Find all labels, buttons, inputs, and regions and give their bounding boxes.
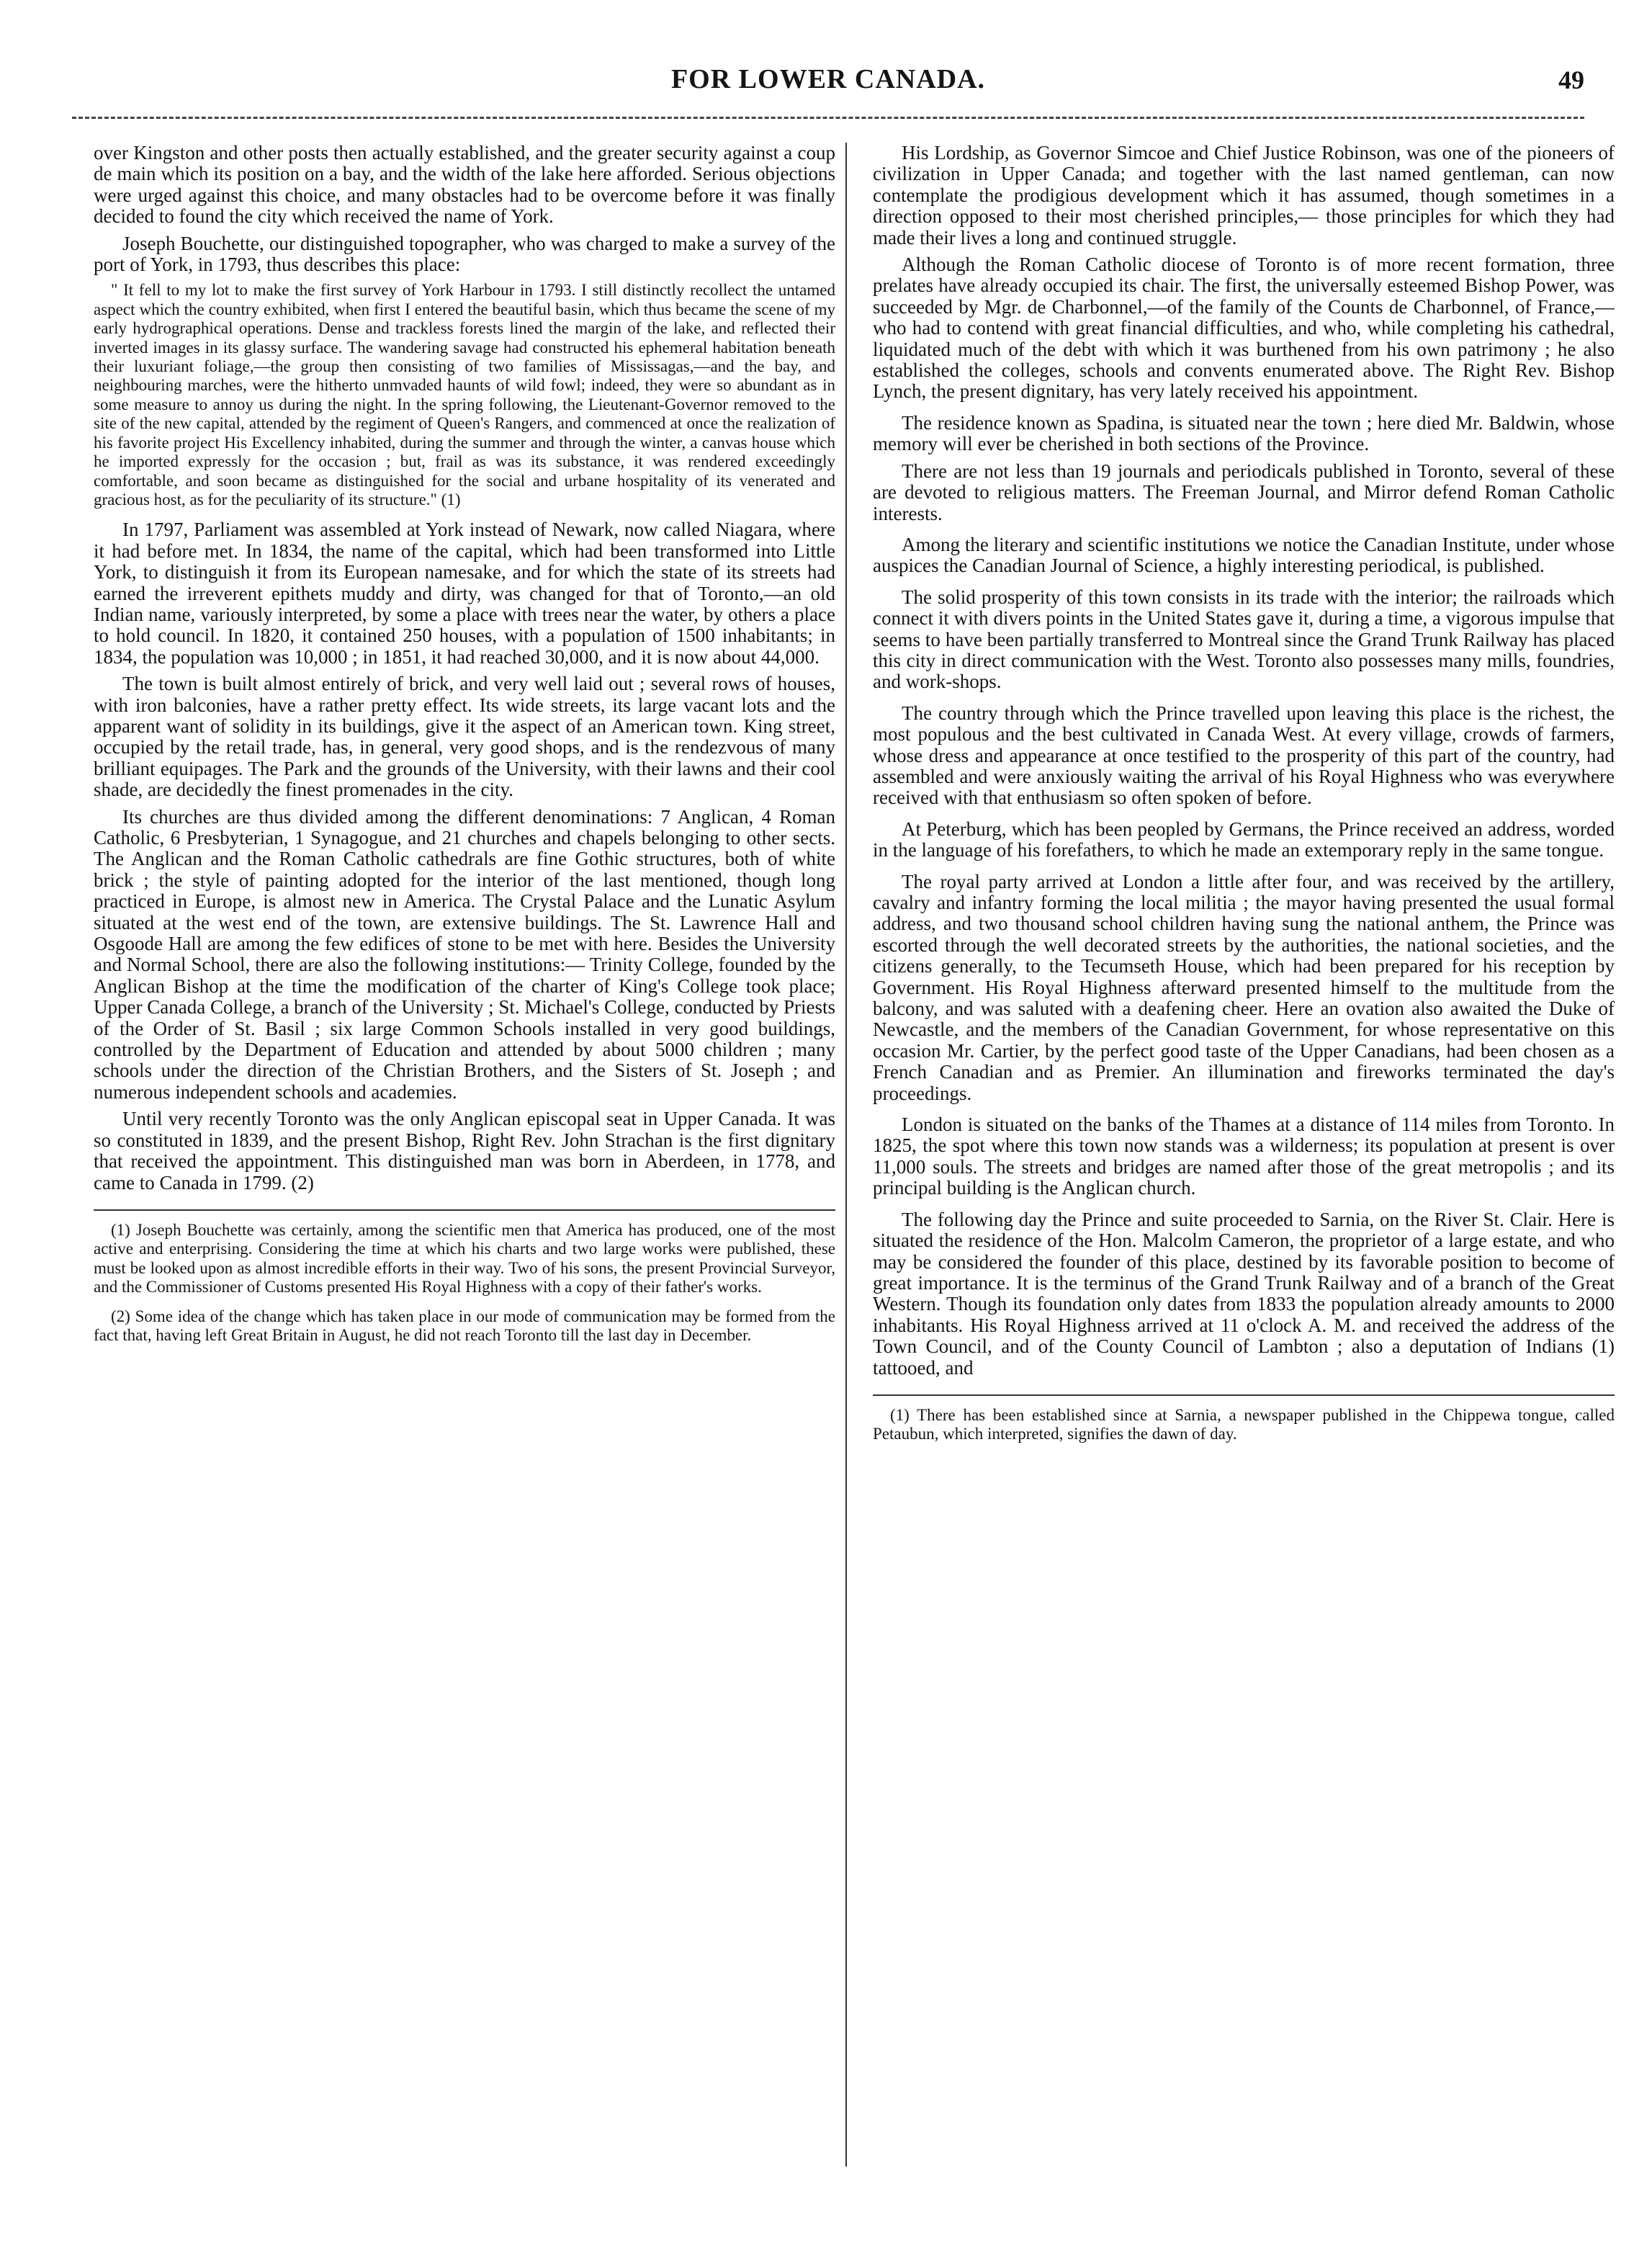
paragraph: In 1797, Parliament was assembled at York instead of Newark, now called Niagara, where it had before met. In 1834, the name of the capital, which had been transformed into Little York, to distinguish it from its European namesake, and for which the state of its streets had earned the irreverent epithets muddy and dirty, was changed for that of Toronto,—an old Indian name, variously interpreted, by some a place with trees near the water, by others a place to hold council. In 1820, it contained 250 houses, with a population of 1500 inhabitants; in 1834, the population was 10,000 ; in 1851, it had reached 30,000, and it is now about 44,000. xyxy=(94,519,835,668)
paragraph: Among the literary and scientific institutions we notice the Canadian Institute, under whose auspices the Canadian Journal of Science, a highly interesting periodical, is published. xyxy=(873,533,1615,577)
paragraph: Joseph Bouchette, our distinguished topographer, who was charged to make a survey of the port of York, in 1793, thus describes this place: xyxy=(94,232,835,276)
page-number: 49 xyxy=(1558,66,1584,94)
right-column xyxy=(873,143,1615,1454)
paragraph: The country through which the Prince travelled upon leaving this place is the richest, the most populous and the best cultivated in Canada West. At every village, crowds of farmers, whose dress and appearance at once testified to the prosperity of this part of the country, had assembled and were anxiously waiting the arrival of his Royal Highness who was everywhere received with that enthusiasm so often spoken of before. xyxy=(873,702,1615,809)
block-quote: " It fell to my lot to make the first survey of York Harbour in 1793. I still distinctly recollect the untamed aspect which the country exhibited, when first I entered the beautiful basin, which thus became the scene of my early hydrographical operations. Dense and trackless forests lined the margin of the lake, and reflected their inverted images in its glassy surface. The wandering savage had constructed his ephemeral habitation beneath their luxuriant foliage,—the group then consisting of two families of Mississagas,—and the bay, and neighbouring marches, were the hitherto unmvaded haunts of wild fowl; indeed, they were so abundant as in some measure to annoy us during the night. In the spring following, the Lieutenant-Governor removed to the site of the new capital, attended by the regiment of Queen's Rangers, and commenced at once the realization of his favorite project His Excellency inhabited, during the summer and through the winter, a canvas house which he imported expressly for the occasion ; but, frail as was its substance, it was rendered exceedingly comfortable, and soon became as distinguished for the social and urbane hospitality of its venerated and gracious host, as for the peculiarity of its structure." (1) xyxy=(94,281,835,509)
paragraph: Although the Roman Catholic diocese of Toronto is of more recent formation, three prelates have already occupied its chair. The first, the universally esteemed Bishop Power, was succeeded by Mgr. de Charbonnel,—of the family of the Counts de Charbonnel, of France,—who had to contend with great financial difficulties, and who, while completing his cathedral, liquidated much of the debt with which it was burthened from his own patrimony ; he also established the colleges, schools and convents enumerated above. The Right Rev. Bishop Lynch, the present dignitary, has very lately received his appointment. xyxy=(873,254,1615,403)
header-rule xyxy=(72,117,1584,119)
footnote: (1) There has been established since at Sarnia, a newspaper published in the Chippewa tongue, called Petaubun, which interpreted, signifies the dawn of day. xyxy=(873,1405,1615,1443)
paragraph: His Lordship, as Governor Simcoe and Chief Justice Robinson, was one of the pioneers of civilization in Upper Canada; and together with the last named gentleman, can now contemplate the prodigious development which it has assumed, though sometimes in a direction opposed to their most cherished principles,— those principles for which they had made their lives a long and continued struggle. xyxy=(873,142,1615,248)
page-header xyxy=(72,63,1584,107)
paragraph: Until very recently Toronto was the only Anglican episcopal seat in Upper Canada. It was so constituted in 1839, and the present Bishop, Right Rev. John Strachan is the first dignitary that received the appointment. This distinguished man was born in Aberdeen, in 1778, and came to Canada in 1799. (2) xyxy=(94,1108,835,1194)
paragraph: At Peterburg, which has been peopled by Germans, the Prince received an address, worded in the language of his forefathers, to which he made an extemporary reply in the same tongue. xyxy=(873,818,1615,861)
footnote-rule xyxy=(873,1394,1615,1396)
paragraph: The residence known as Spadina, is situated near the town ; here died Mr. Baldwin, whose memory will ever be cherished in both sections of the Province. xyxy=(873,411,1615,455)
footnote: (2) Some idea of the change which has taken place in our mode of communication may be formed from the fact that, having left Great Britain in August, he did not reach Toronto till the last day in December. xyxy=(94,1307,835,1344)
paragraph: The royal party arrived at London a little after four, and was received by the artillery, cavalry and infantry forming the local militia ; the mayor having presented the usual formal address, and two thousand school children having sung the national anthem, the Prince was escorted through the well decorated streets by the authorities, the national societies, and the citizens generally, to the Tecumseth House, which had been prepared for his reception by Government. His Royal Highness afterward presented himself to the multitude from the balcony, and was saluted with a deafening cheer. Here an ovation also awaited the Duke of Newcastle, and the members of the Canadian Government, for whose representative on this occasion Mr. Cartier, by the perfect good taste of the Upper Canadians, had been chosen as a French Canadian and as Premier. An illumination and fireworks terminated the day's proceedings. xyxy=(873,870,1615,1104)
paragraph: There are not less than 19 journals and periodicals published in Toronto, several of these are devoted to religious matters. The Freeman Journal, and Mirror defend Roman Catholic interests. xyxy=(873,460,1615,524)
running-title: FOR LOWER CANADA. xyxy=(670,64,986,94)
paragraph: The town is built almost entirely of brick, and very well laid out ; several rows of houses, with iron balconies, have a rather pretty effect. Its wide streets, its large vacant lots and the apparent want of solidity in its buildings, give it the aspect of an American town. King street, occupied by the retail trade, has, in general, very good shops, and is the rendezvous of many brilliant equipages. The Park and the grounds of the University, with their lawns and their cool shade, are decidedly the finest promenades in the city. xyxy=(94,673,835,801)
left-column xyxy=(94,143,835,1355)
paragraph: The following day the Prince and suite proceeded to Sarnia, on the River St. Clair. Here is situated the residence of the Hon. Malcolm Cameron, the proprietor of a large estate, and who may be considered the founder of this place, destined by its favorable position to become of great importance. It is the terminus of the Grand Trunk Railway and of a branch of the Great Western. Though its foundation only dates from 1833 the population already amounts to 2000 inhabitants. His Royal Highness arrived at 11 o'clock A. M. and received the address of the Town Council, and of the County Council of Lambton ; also a deputation of Indians (1) tattooed, and xyxy=(873,1208,1615,1379)
paragraph: Its churches are thus divided among the different denominations: 7 Anglican, 4 Roman Catholic, 6 Presbyterian, 1 Synagogue, and 21 churches and chapels belonging to other sects. The Anglican and the Roman Catholic cathedrals are fine Gothic structures, both of white brick ; the style of painting adopted for the interior of the last mentioned, though long practiced in Europe, is almost new in America. The Crystal Palace and the Lunatic Asylum situated at the west end of the town, are extensive buildings. The St. Lawrence Hall and Osgoode Hall are among the few edifices of stone to be met with here. Besides the University and Normal School, there are also the following institutions:— Trinity College, founded by the Anglican Bishop at the time the modification of the charter of King's College took place; Upper Canada College, a branch of the University ; St. Michael's College, conducted by Priests of the Order of St. Basil ; six large Common Schools installed in very good buildings, controlled by the Department of Education and attended by about 5000 children ; many schools under the direction of the Christian Brothers, and the Sisters of St. Joseph ; and numerous independent schools and academies. xyxy=(94,805,835,1103)
paragraph: The solid prosperity of this town consists in its trade with the interior; the railroads which connect it with divers points in the United States gave it, during a time, a vigorous impulse that seems to have been partially transferred to Montreal since the Grand Trunk Railway has placed this city in direct communication with the West. Toronto also possesses many mills, foundries, and work-shops. xyxy=(873,586,1615,693)
paragraph: London is situated on the banks of the Thames at a distance of 114 miles from Toronto. In 1825, the spot where this town now stands was a wilderness; its population at present is over 11,000 souls. The streets and bridges are named after those of the great metropolis ; and its principal building is the Anglican church. xyxy=(873,1114,1615,1199)
footnote-rule xyxy=(94,1209,835,1211)
column-divider xyxy=(845,143,847,2167)
footnote: (1) Joseph Bouchette was certainly, among the scientific men that America has produced, one of the most active and enterprising. Considering the time at which his charts and two large works were published, these must be looked upon as almost incredible efforts in their way. Two of his sons, the present Provincial Surveyor, and the Commissioner of Customs presented His Royal Highness with a copy of their father's works. xyxy=(94,1220,835,1297)
paragraph: over Kingston and other posts then actually established, and the greater security against a coup de main which its position on a bay, and the width of the lake here afforded. Serious objections were urged against this choice, and many obstacles had to be overcome before it was finally decided to found the city which received the name of York. xyxy=(94,142,835,228)
